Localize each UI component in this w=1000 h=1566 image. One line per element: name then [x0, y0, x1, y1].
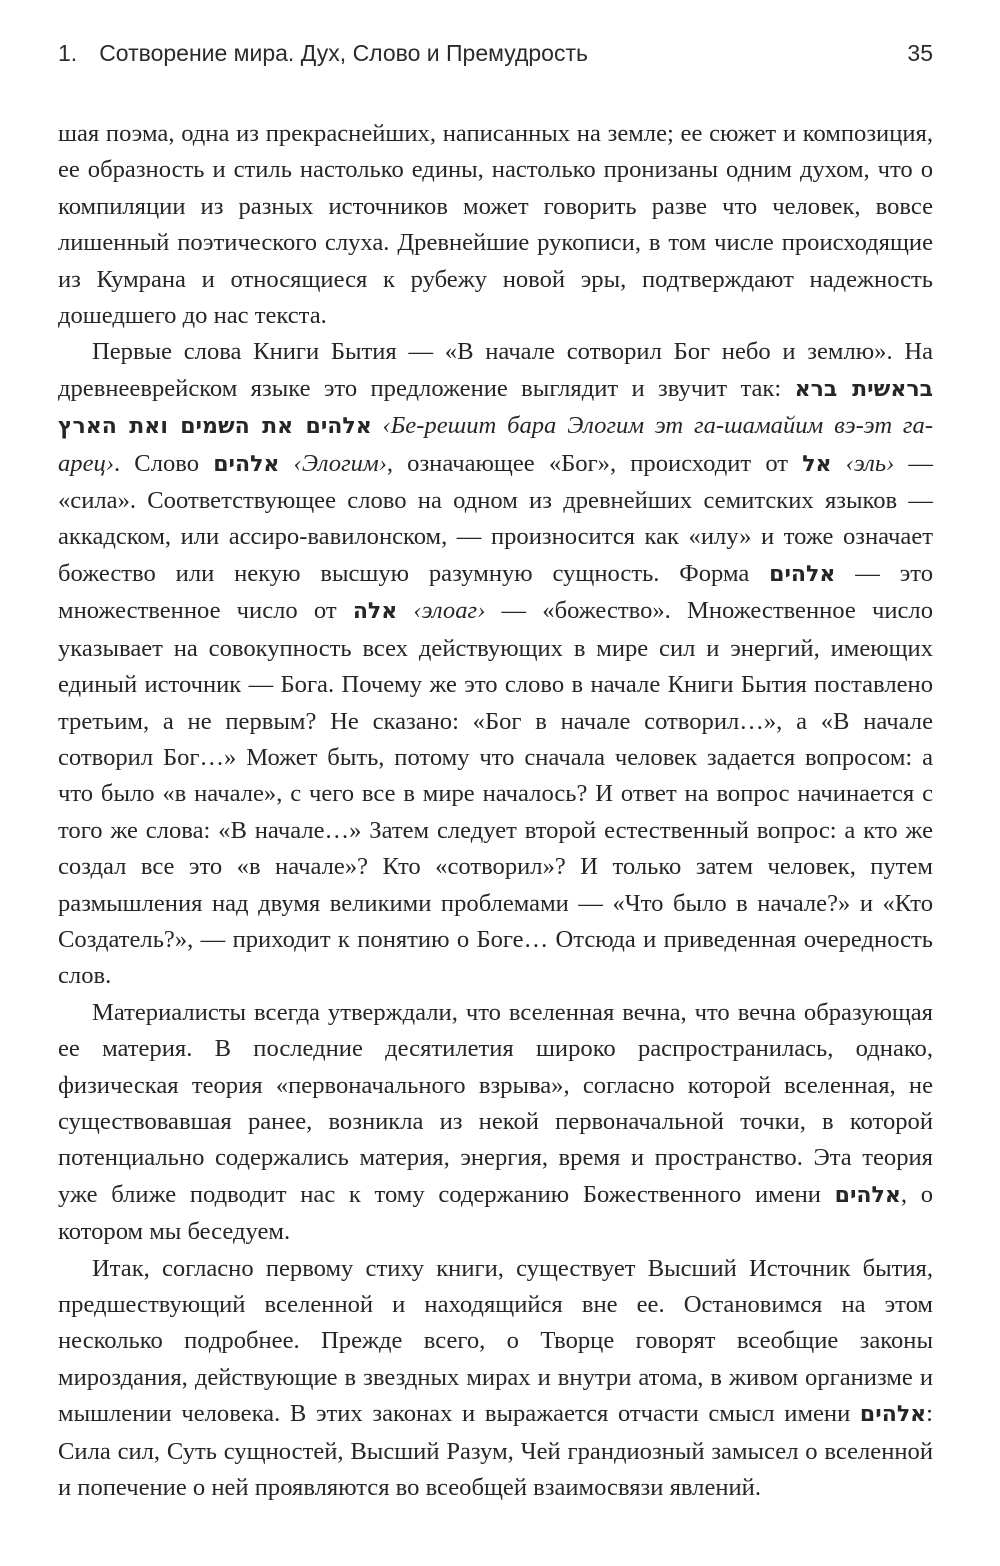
running-head-left [58, 40, 588, 67]
transliteration: ‹элоаг› [413, 597, 486, 625]
body-text [58, 116, 933, 1506]
running-head [58, 40, 933, 80]
text-run: , означающее «Бог», происходит от [386, 449, 803, 477]
hebrew-word-elohim: אלהים [859, 1402, 927, 1428]
hebrew-verse: בראשית ברא אלהים את השמים ואת הארץ [58, 376, 933, 440]
hebrew-word-elohim: אלהים [213, 451, 280, 477]
text-run: . Слово [114, 449, 214, 477]
text-run: : Сила сил, Суть сущностей, Высший Разум, Чей грандиозный замысел о вселенной и попечение о ней проявляются во всеобщей взаимосвязи явлений. [58, 1400, 933, 1502]
paragraph-continuation: шая поэма, одна из прекраснейших, написанных на земле; ее сюжет и композиция, ее образность и стиль настолько едины, настолько пронизаны одним духом, что о компиляции из разных источников может говорить разве что человек, вовсе лишенный поэтического слуха. Древнейшие рукописи, в том числе происходящие из Кумрана и относящиеся к рубежу новой эры, подтверждают надежность дошедшего до нас текста. [58, 120, 933, 330]
text-run: Материалисты всегда утверждали, что вселенная вечна, что вечна образующая ее материя. В последние десятилетия широко распространилась, однако, физическая теория «первоначального взрыва», согласно которой вселенная, не существовавшая ранее, возникла из некой первоначальной точки, в которой потенциально содержались материя, энергия, время и пространство. Эта теория уже ближе подводит нас к тому содержанию Божественного имени [58, 998, 933, 1208]
paragraph-first-words [58, 334, 933, 994]
transliteration: ‹Элогим› [293, 449, 387, 477]
paragraph-materialists [58, 995, 933, 1251]
paragraph-higher-source [58, 1251, 933, 1507]
page-number: 35 [907, 40, 933, 66]
chapter-title: Сотворение мира. Дух, Слово и Премудрость [99, 40, 588, 66]
text-run: Итак, согласно первому стиху книги, существует Высший Источник бытия, предшествующий вселенной и находящийся вне ее. Остановимся на этом несколько подробнее. Прежде всего, о Творце говорят всеобщие законы мироздания, действующие в звездных мирах и внутри атома, в живом организме и мышлении человека. В этих законах и выражается отчасти смысл имени [58, 1254, 933, 1428]
hebrew-word-el: אל [802, 451, 832, 477]
text-run: , о котором мы беседуем. [58, 1180, 934, 1246]
transliteration: ‹Бе-решит бара Элогим эт га-шамайим вэ-эт га-арец› [58, 412, 934, 477]
text-run: Первые слова Книги Бытия — «В начале сотворил Бог небо и землю». На древнееврейском языке это предложение выглядит и звучит так: [58, 338, 933, 402]
hebrew-word-elohim: אלהים [834, 1182, 901, 1208]
hebrew-word-elohim: אלהים [769, 561, 836, 587]
transliteration: ‹эль› [845, 449, 895, 477]
text-run: — «сила». Соответствующее слово на одном из древнейших семитских языков — аккадском, или ассиро-вавилонском, — произносится как «илу» и тоже означает божество или некую высшую разумную сущность. Форма [58, 449, 933, 587]
chapter-number: 1. [58, 40, 78, 66]
text-run: — это множественное число от [58, 559, 933, 625]
text-run: — «божество». Множественное число указывает на совокупность всех действующих в мире сил и энергий, имеющих единый источник — Бога. Почему же это слово в начале Книги Бытия поставлено третьим, а не первым? Не сказано: «Бог в начале сотворил…», а «В начале сотворил Бог…» Может быть, потому что сначала человек задается вопросом: а что было «в начале», с чего все в мире началось? И ответ на вопрос начинается с того же слова: «В начале…» Затем следует второй естественный вопрос: а кто же создал все это «в начале»? Кто «сотворил»? И только затем человек, путем размышления над двумя великими проблемами — «Что было в начале?» и «Кто Создатель?», — приходит к понятию о Боге… Отсюда и приведенная очередность слов. [58, 597, 934, 990]
hebrew-word-eloah: אלה [352, 599, 398, 625]
